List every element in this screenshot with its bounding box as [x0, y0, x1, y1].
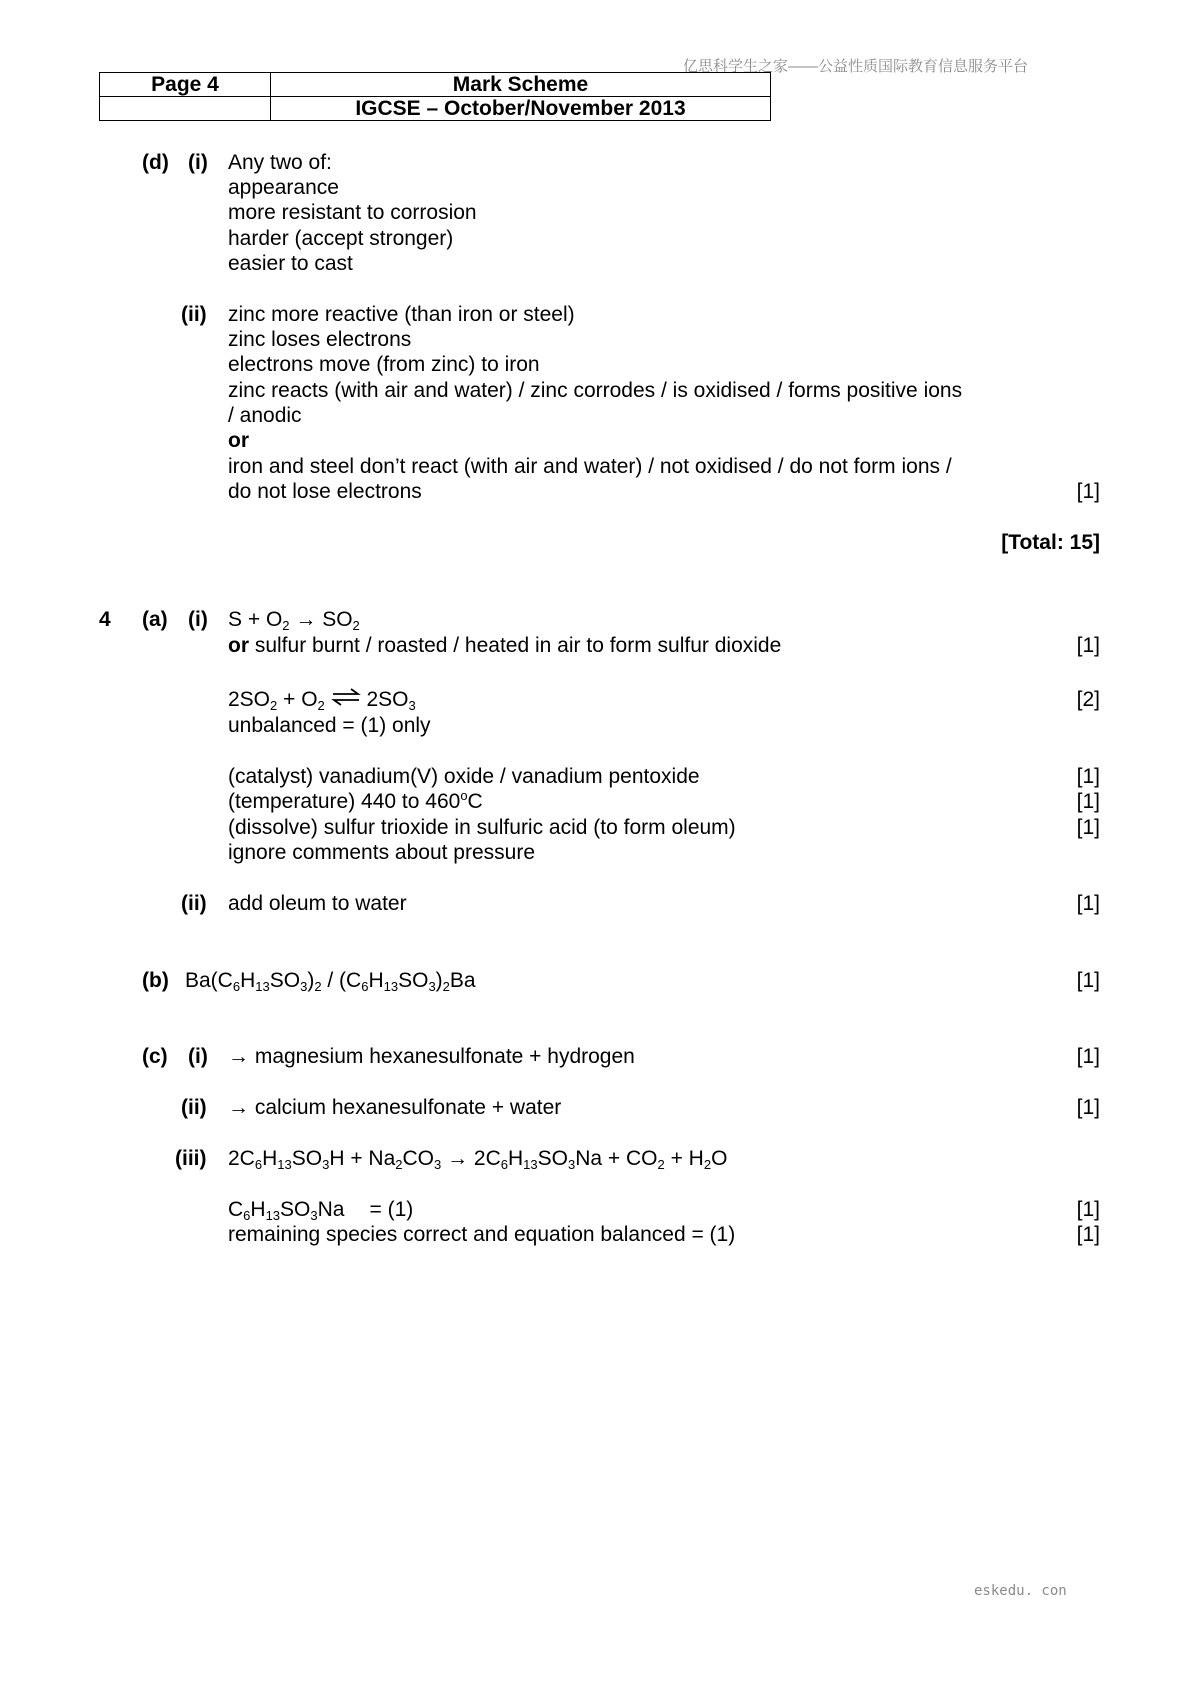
mark: [2]: [1076, 688, 1100, 711]
arrow-icon: →: [447, 1147, 469, 1170]
d-i-line: Any two of:: [228, 151, 332, 174]
exam-session: IGCSE – October/November 2013: [271, 97, 771, 121]
mark: [1]: [1076, 790, 1100, 813]
part-a-label: (a): [142, 608, 168, 631]
watermark-bottom: eskedu. con: [974, 1583, 1067, 1599]
subpart-iii-label: (iii): [175, 1147, 207, 1170]
equation-contact-process: $2SO_2 + O_2$ $2SO_3$: [228, 688, 416, 713]
dissolve-line: (dissolve) sulfur trioxide in sulfuric acid (to form oleum): [228, 816, 736, 839]
arrow-icon: →: [228, 1045, 249, 1068]
temperature-line: (temperature) 440 to 460$^o$C: [228, 788, 483, 813]
mark: [1]: [1076, 969, 1100, 992]
mark: [1]: [1076, 816, 1100, 839]
subpart-ii-label: (ii): [181, 303, 207, 326]
mark: [1]: [1076, 892, 1100, 915]
watermark-top: 亿思科学生之家——公益性质国际教育信息服务平台: [683, 58, 1029, 75]
d-ii-line: zinc reacts (with air and water) / zinc corrodes / is oxidised / forms positive ions: [228, 379, 963, 402]
arrow-icon: →: [228, 1096, 249, 1119]
subpart-i-label: (i): [188, 151, 208, 174]
d-i-line: harder (accept stronger): [228, 227, 454, 250]
ignore-note: ignore comments about pressure: [228, 841, 535, 864]
equilibrium-arrow-icon: [331, 687, 361, 707]
remaining-species-line: remaining species correct and equation balanced = (1): [228, 1223, 736, 1246]
question-number: 4: [99, 608, 111, 631]
or-answer: or sulfur burnt / roasted / heated in air to form sulfur dioxide: [228, 634, 782, 657]
subpart-i-label: (i): [188, 1045, 208, 1068]
salt-formula-line: $C_6H_{13}SO_3Na = (1)$: [228, 1198, 414, 1223]
equation-sulfur-combustion: $S + O_2 \to SO_2$: [228, 608, 360, 633]
header-table: [99, 72, 771, 121]
d-ii-line: do not lose electrons: [228, 480, 422, 503]
d-ii-line: zinc more reactive (than iron or steel): [228, 303, 575, 326]
or-keyword: or: [228, 429, 249, 452]
part-b-label: (b): [142, 969, 169, 992]
part-d-label: (d): [142, 151, 169, 174]
d-i-line: easier to cast: [228, 252, 353, 275]
oleum-answer: add oleum to water: [228, 892, 407, 915]
subpart-i-label: (i): [188, 608, 208, 631]
mark: [1]: [1076, 1045, 1100, 1068]
subpart-ii-label: (ii): [181, 1096, 207, 1119]
d-ii-line: zinc loses electrons: [228, 328, 412, 351]
catalyst-line: (catalyst) vanadium(V) oxide / vanadium pentoxide: [228, 765, 700, 788]
sodium-carbonate-equation: $2C_6H_{13}SO_3H + Na_2CO_3 \to 2C_6H_{13}SO_3Na + CO_2 + H_2O$: [228, 1147, 728, 1172]
mark: [1]: [1076, 1198, 1100, 1221]
subpart-ii-label: (ii): [181, 892, 207, 915]
mark: [1]: [1076, 765, 1100, 788]
mark: [1]: [1076, 634, 1100, 657]
mark: [1]: [1076, 1096, 1100, 1119]
calcium-answer: → calcium hexanesulfonate + water: [228, 1096, 562, 1119]
d-ii-line: / anodic: [228, 404, 302, 427]
mark-scheme-title: Mark Scheme: [271, 73, 771, 97]
d-ii-line: iron and steel don’t react (with air and water) / not oxidised / do not form ions /: [228, 455, 952, 478]
unbalanced-note: unbalanced = (1) only: [228, 714, 431, 737]
d-i-line: appearance: [228, 176, 339, 199]
d-i-line: more resistant to corrosion: [228, 201, 477, 224]
part-c-label: (c): [142, 1045, 168, 1068]
d-ii-line: electrons move (from zinc) to iron: [228, 353, 540, 376]
arrow-icon: →: [295, 608, 317, 631]
header-empty-cell: [100, 97, 271, 121]
barium-formula: $Ba(C_6H_{13}SO_3)_2 / (C_6H_{13}SO_3)_2Ba$: [185, 969, 476, 994]
mark: [1]: [1076, 480, 1100, 503]
magnesium-answer: → magnesium hexanesulfonate + hydrogen: [228, 1045, 635, 1068]
page-number: Page 4: [100, 73, 271, 97]
total-marks: [Total: 15]: [1001, 531, 1100, 554]
mark: [1]: [1076, 1223, 1100, 1246]
